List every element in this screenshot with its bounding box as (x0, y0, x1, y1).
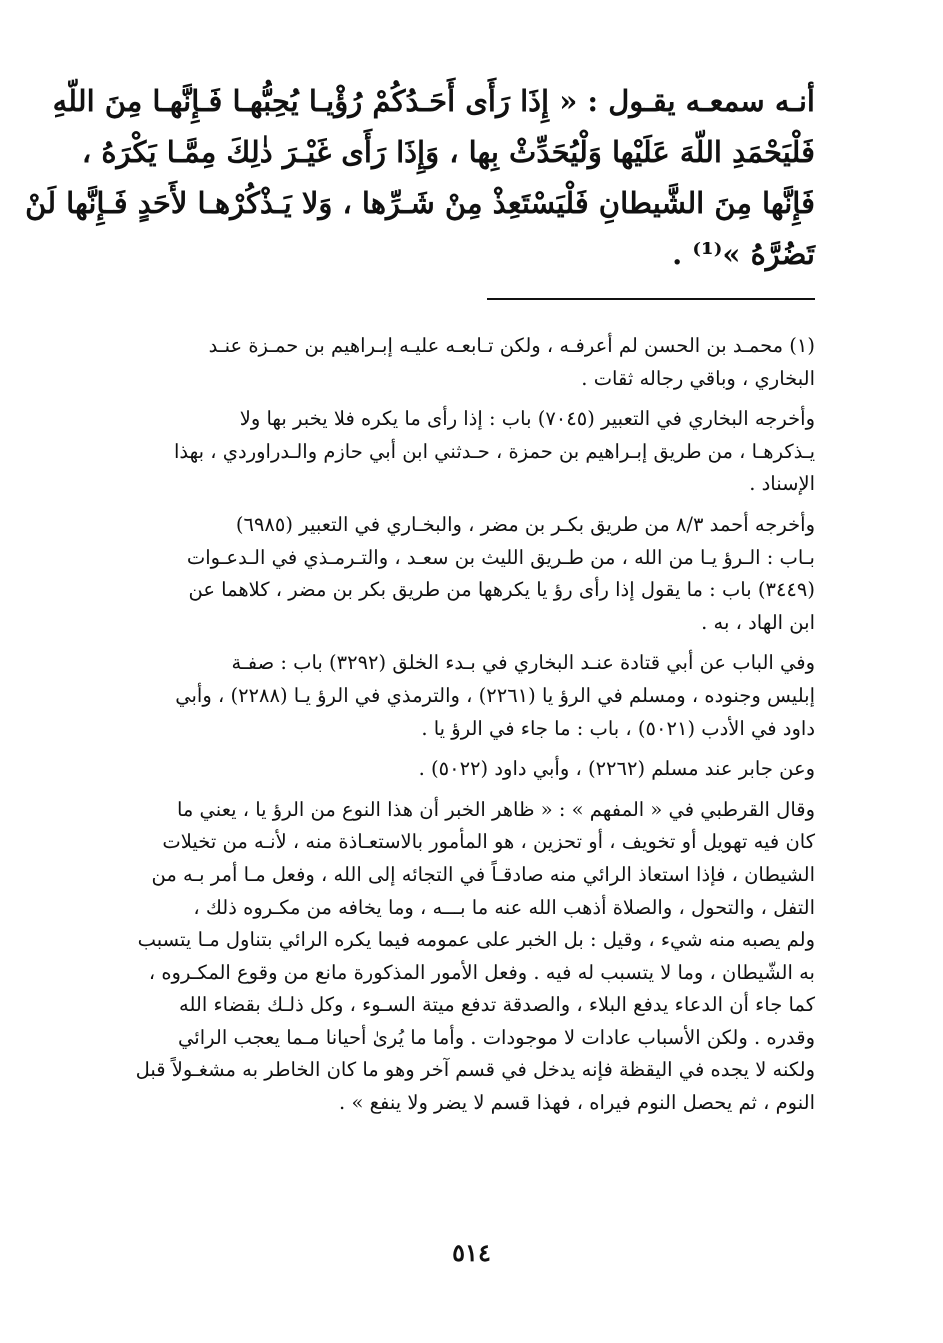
footnote-divider (487, 298, 815, 300)
hadith-line: تَضُرَّهُ »⁽¹⁾ . (672, 237, 815, 271)
footnote-paragraph (128, 753, 815, 786)
hadith-text (25, 76, 815, 280)
footnote-line: الإسناد . (749, 472, 815, 496)
footnote-line: به الشّيطان ، وما لا يتسبب له فيه . وفعل الأمور المذكورة مانع من وقوع المكـروه ، (148, 960, 815, 984)
footnote-line: وقدره . ولكن الأسباب عادات لا موجودات . وأما ما يُرىٰ أحيانا مـما يعجب الرائي (178, 1025, 815, 1049)
footnote-line: داود في الأدب (٥٠٢١) ، باب : ما جاء في الرؤ يا . (421, 716, 815, 740)
hadith-line: فَلْيَحْمَدِ اللّهَ عَلَيْها وَلْيُحَدِّثْ بِها ، وَإِذَا رَأَى غَيْـرَ ذٰلِكَ مِمَّـا يَكْرَهُ ، (81, 135, 815, 169)
footnote-line: بـاب : الـرؤ يـا من الله ، من طـريق الليث بن سعـد ، والتـرمـذي في الـدعـوات (186, 545, 815, 569)
footnote-line: إبليس وجنوده ، ومسلم في الرؤ يا (٢٢٦١) ، والترمذي في الرؤ يـا (٢٢٨٨) ، وأبي (175, 683, 815, 707)
footnote-paragraph (128, 647, 815, 745)
footnote-line: وأخرجه البخاري في التعبير (٧٠٤٥) باب : إذا رأى ما يكره فلا يخبر بها ولا (239, 407, 815, 431)
footnote-paragraph (128, 794, 815, 1120)
footnote-line: وأخرجه أحمد ٨/٣ من طريق بكـر بن مضر ، والبخـاري في التعبير (٦٩٨٥) (235, 512, 815, 536)
footnote-line: التفل ، والتحول ، والصلاة أذهب الله عنه ما بـــه ، وما يخافه من مكـروه ذلك ، (193, 895, 815, 919)
footnote-line: وفي الباب عن أبي قتادة عنـد البخاري في بـدء الخلق (٣٢٩٢) باب : صفـة (231, 651, 815, 675)
footnote-line: البخاري ، وباقي رجاله ثقات . (581, 366, 815, 390)
footnote-line: ولكنه لا يجده في اليقظة فإنه يدخل في قسم آخر وهو ما كان الخاطر به مشغـولاً قبل (135, 1058, 815, 1082)
footnote-line: الشيطان ، فإذا استعاذ الرائي منه صادقـاً في التجائه إلى الله ، وفعل مـا أمر بـه من (151, 862, 815, 886)
footnote-line: وعن جابر عند مسلم (٢٢٦٢) ، وأبي داود (٥٠٢٢) . (418, 757, 815, 781)
footnote-paragraph (128, 509, 815, 639)
hadith-line: فَإِنَّها مِنَ الشَّيطانِ فَلْيَسْتَعِذْ مِنْ شَـرِّها ، وَلا يَـذْكُرْهـا لأَحَدٍ فَـإِنَّها لَنْ (25, 186, 815, 220)
footnote-line: (٣٤٤٩) باب : ما يقول إذا رأى رؤ يا يكرهها من طريق بكر بن مضر ، كلاهما عن (188, 578, 815, 602)
footnote-paragraph (128, 330, 815, 395)
footnote-line: ابن الهاد ، به . (701, 610, 815, 634)
footnote-line: يـذكرهـا ، من طريق إبـراهيم بن حمزة ، حـدثني ابن أبي حازم والـدراوردي ، بهذا (174, 439, 815, 463)
footnote-line: وقال القرطبي في « المفهم » : « ظاهر الخبر أن هذا النوع من الرؤ يا ، يعني ما (176, 797, 815, 821)
footnote-line: كان فيه تهويل أو تخويف ، أو تحزين ، هو المأمور بالاستعـاذة منه ، لأنـه من تخيلات (162, 830, 815, 854)
footnote-line: النوم ، ثم يحصل النوم فيراه ، فهذا قسم لا يضر ولا ينفع » . (339, 1091, 815, 1115)
hadith-line: أنـه سمعـه يقـول : « إِذَا رَأَى أَحَـدُكُمْ رُؤْيـا يُحِبُّهـا فَـإِنَّهـا مِنَ اللّهِ (52, 84, 815, 118)
footnote-line: كما جاء أن الدعاء يدفع البلاء ، والصدقة تدفع ميتة السـوء ، وكل ذلـك بقضاء الله (179, 993, 815, 1017)
footnote-paragraph (128, 403, 815, 501)
footnote-line: (١) محمـد بن الحسن لم أعرفـه ، ولكن تـابعـه عليـه إبـراهيم بن حمـزة عنـد (208, 334, 815, 357)
footnote-line: ولم يصبه منه شيء ، وقيل : بل الخبر على عمومه فيما يكره الرائي بتناول مـا يتسبب (137, 928, 815, 952)
page-number: ٥١٤ (452, 1238, 491, 1267)
footnotes (128, 330, 815, 1128)
